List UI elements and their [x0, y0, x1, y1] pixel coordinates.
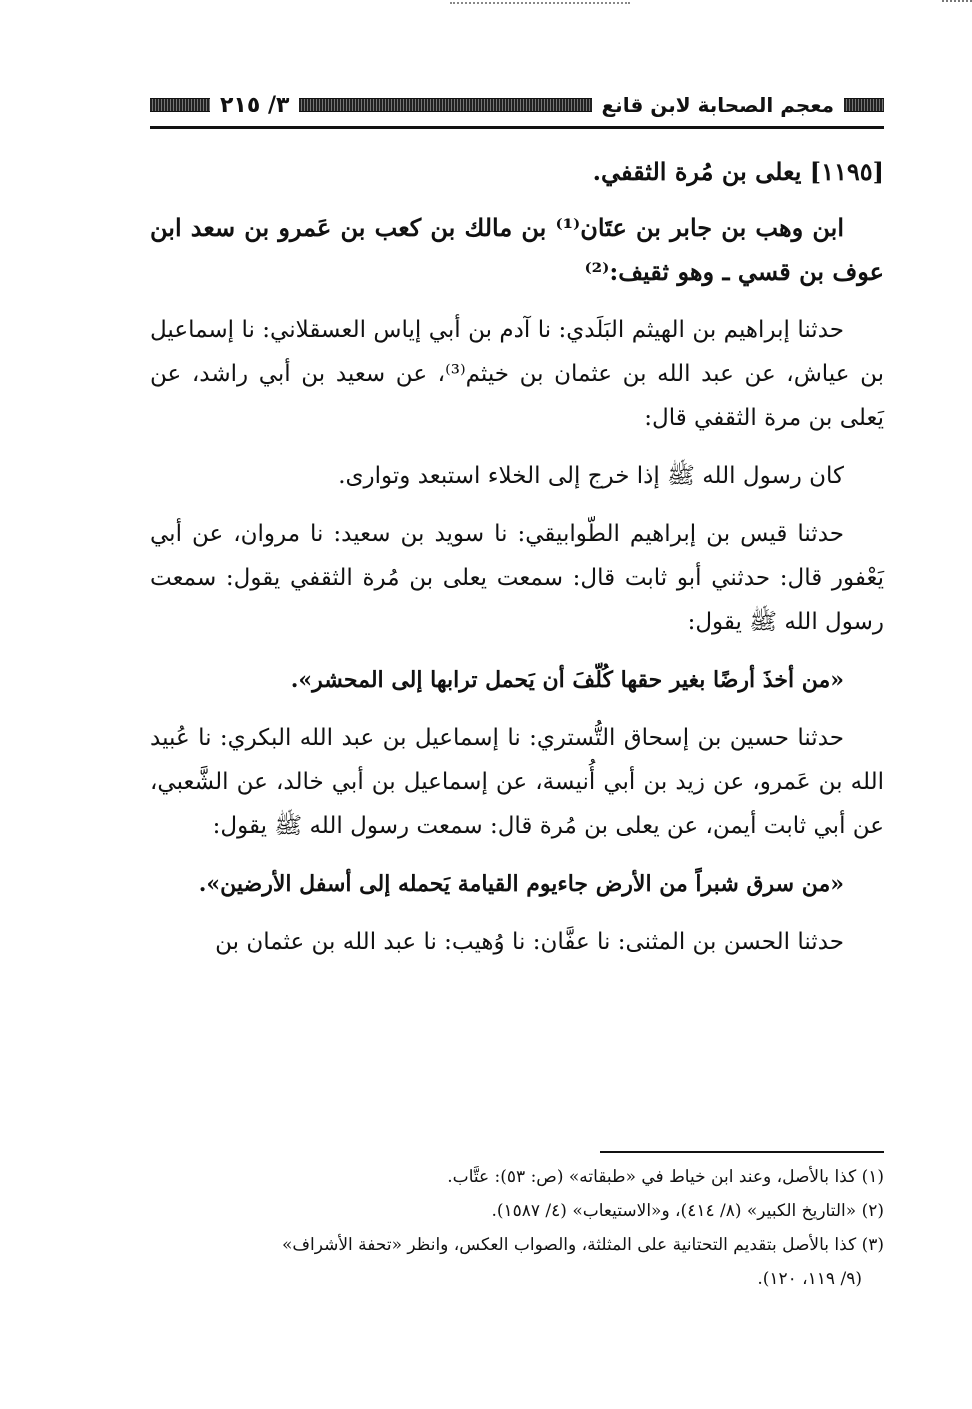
- hadith-quote: «من أخذَ أرضًا بغير حقها كُلّفَ أن يَحمل ترابها إلى المحشر».: [290, 667, 844, 693]
- main-text: [150, 150, 884, 978]
- scan-corner-mark: [942, 0, 972, 8]
- footnote-1: (١) كذا بالأصل، وعند ابن خياط في «طبقاته» (ص: ٥٣): عتَّاب.: [447, 1167, 884, 1187]
- header-ornament: [844, 98, 884, 112]
- page-number: ٣/ ٢١٥: [220, 92, 290, 118]
- header-ornament: [299, 98, 591, 112]
- footnotes: [150, 1160, 884, 1296]
- hadith-quote: «من سرق شبراً من الأرض جاءيوم القيامة يَحمله إلى أسفل الأرضين».: [198, 871, 844, 897]
- header-ornament: [150, 98, 210, 112]
- footnote-3: (٣) كذا بالأصل بتقديم التحتانية على المثلثة، والصواب العكس، وانظر «تحفة الأشراف»: [281, 1235, 884, 1255]
- footnote-rule: [600, 1151, 884, 1153]
- isnad-paragraph: حدثنا قيس بن إبراهيم الطّوابيقي: نا سويد بن سعيد: نا مروان، عن أبي يَعْفور قال: حدثني أبو ثابت قال: سمعت يعلى بن مُرة الثقفي يقول: سمعت رسول الله ﷺ يقول:: [150, 521, 884, 635]
- running-header: [150, 86, 884, 124]
- header-rule: [150, 126, 884, 129]
- isnad-paragraph: حدثنا الحسن بن المثنى: نا عفَّان: نا وُهيب: نا عبد الله بن عثمان بن: [215, 929, 844, 955]
- entry-title: [١١٩٥] يعلى بن مُرة الثقفي.: [592, 157, 884, 186]
- book-title: معجم الصحابة لابن قانع: [601, 93, 834, 117]
- isnad-paragraph: حدثنا حسين بن إسحاق التُّستري: نا إسماعيل بن عبد الله البكري: نا عُبيد الله بن عَمرو، عن زيد بن أبي أُنيسة، عن إسماعيل بن أبي خالد، عن الشَّعبي، عن أبي ثابت أيمن، عن يعلى بن مُرة قال: سمعت رسول الله ﷺ يقول:: [150, 725, 884, 839]
- hadith-text: كان رسول الله ﷺ إذا خرج إلى الخلاء استبعد وتوارى.: [338, 463, 844, 489]
- footnote-2: (٢) «التاريخ الكبير» (٨/ ٤١٤)، و«الاستيعاب» (٤/ ١٥٨٧).: [491, 1201, 884, 1221]
- scan-mark: [450, 2, 630, 10]
- footnote-3-continued: (٩/ ١١٩، ١٢٠).: [757, 1269, 862, 1289]
- isnad-paragraph: حدثنا إبراهيم بن الهيثم البَلَدي: نا آدم بن أبي إياس العسقلاني: نا إسماعيل بن عياش، عن عبد الله بن عثمان بن خيثم⁽³⁾، عن سعيد بن أبي راشد، عن يَعلى بن مرة الثقفي قال:: [150, 317, 884, 431]
- entry-lineage: ابن وهب بن جابر بن عتَان⁽¹⁾ بن مالك بن كعب بن عَمرو بن سعد ابن عوف بن قسي ـ وهو ثقيف:⁽²⁾: [150, 213, 884, 286]
